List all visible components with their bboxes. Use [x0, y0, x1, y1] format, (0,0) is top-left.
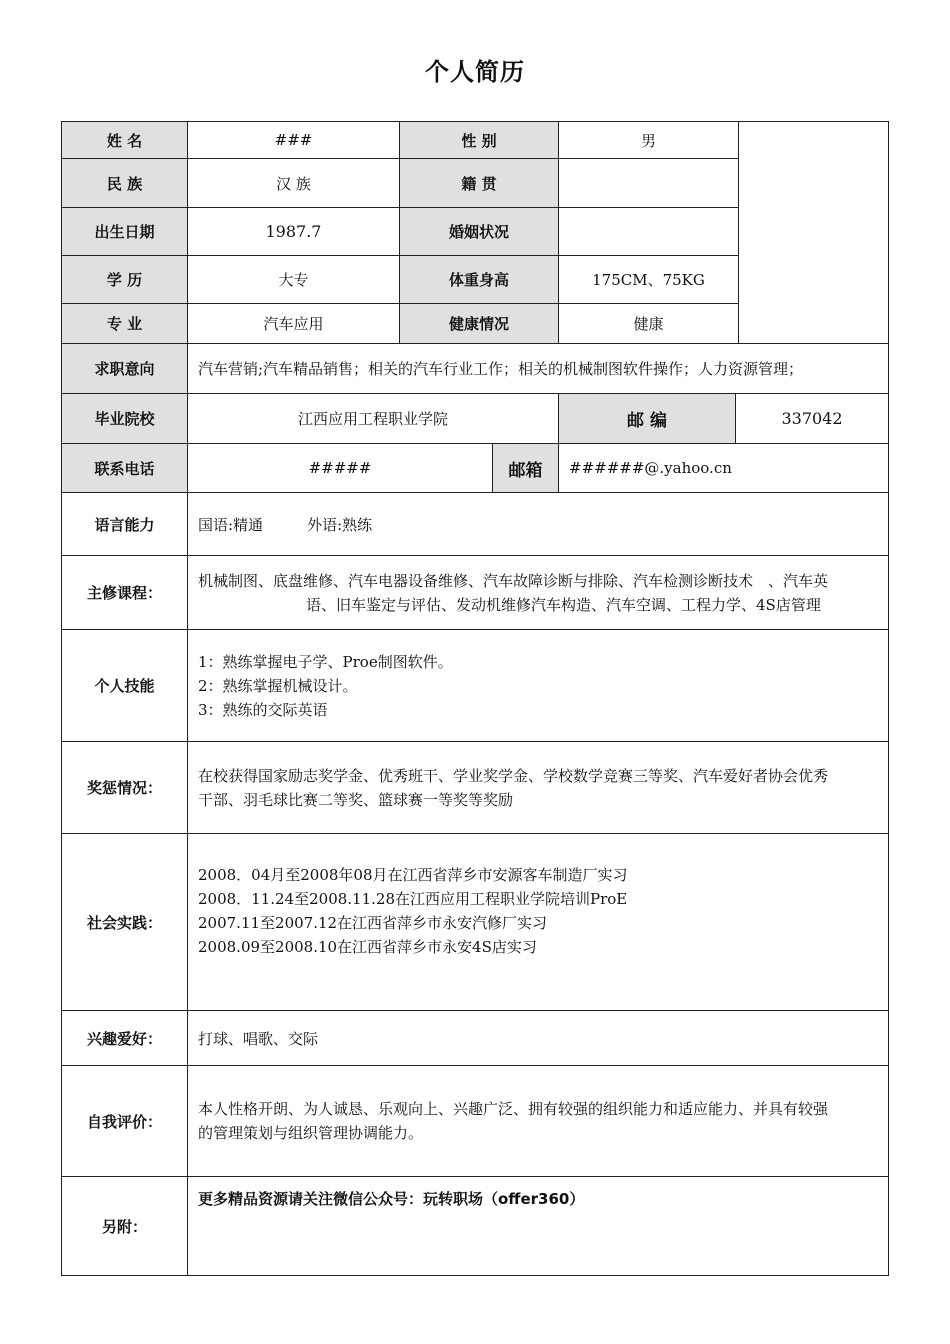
photo-box [738, 121, 889, 344]
self-eval-value [187, 1065, 889, 1177]
major-value: 汽车应用 [187, 303, 400, 344]
skill-item: 3：熟练的交际英语 [198, 700, 328, 719]
awards-line: 在校获得国家励志奖学金、优秀班干、学业奖学金、学校数学竞赛三等奖、汽车爱好者协会优秀 [198, 766, 829, 785]
practice-item: 2008．04月至2008年08月在江西省萍乡市安源客车制造厂实习 [198, 866, 628, 884]
practice-item: 2007.11至2007.12在江西省萍乡市永安汽修厂实习 [198, 914, 548, 932]
marital-value [558, 207, 739, 256]
intent-label: 求职意向 [61, 343, 188, 394]
skills-label: 个人技能 [61, 629, 188, 742]
ethnicity-value: 汉 族 [187, 158, 400, 208]
education-value: 大专 [187, 255, 400, 304]
origin-label: 籍 贯 [399, 158, 559, 208]
name-label: 姓 名 [61, 121, 188, 159]
extra-value [187, 1176, 889, 1276]
body-label: 体重身高 [399, 255, 559, 304]
origin-value [558, 158, 739, 208]
practice-item: 2008．11.24至2008.11.28在江西应用工程职业学院培训ProE [198, 890, 628, 908]
school-label: 毕业院校 [61, 393, 188, 444]
birth-value: 1987.7 [187, 207, 400, 256]
language-value [187, 492, 889, 556]
courses-value [187, 555, 889, 630]
ethnicity-label: 民 族 [61, 158, 188, 208]
courses-line: 语、旧车鉴定与评估、发动机维修汽车构造、汽车空调、工程力学、4S店管理 [306, 595, 821, 614]
awards-value [187, 741, 889, 834]
hobby-label: 兴趣爱好： [61, 1010, 188, 1066]
marital-label: 婚姻状况 [399, 207, 559, 256]
self-eval-line: 的管理策划与组织管理协调能力。 [198, 1124, 424, 1142]
hobby-value: 打球、唱歌、交际 [187, 1010, 889, 1066]
language-foreign: 外语:熟练 [307, 515, 373, 534]
self-eval-label: 自我评价： [61, 1065, 188, 1177]
health-value: 健康 [558, 303, 739, 344]
skill-item: 2：熟练掌握机械设计。 [198, 676, 358, 695]
birth-label: 出生日期 [61, 207, 188, 256]
postcode-value: 337042 [735, 393, 889, 444]
school-value: 江西应用工程职业学院 [187, 393, 559, 444]
skill-item: 1：熟练掌握电子学、Proe制图软件。 [198, 652, 453, 671]
intent-value: 汽车营销;汽车精品销售；相关的汽车行业工作；相关的机械制图软件操作；人力资源管理； [187, 343, 889, 394]
practice-value [187, 833, 889, 1011]
skills-value [187, 629, 889, 742]
extra-note: 更多精品资源请关注微信公众号：玩转职场（offer360） [198, 1190, 585, 1208]
email-value: ######@.yahoo.cn [558, 443, 889, 493]
health-label: 健康情况 [399, 303, 559, 344]
gender-label: 性 别 [399, 121, 559, 159]
extra-label: 另附： [61, 1176, 188, 1276]
phone-label: 联系电话 [61, 443, 188, 493]
major-label: 专 业 [61, 303, 188, 344]
courses-line: 机械制图、底盘维修、汽车电器设备维修、汽车故障诊断与排除、汽车检测诊断技术 、汽车英 [198, 571, 829, 590]
practice-label: 社会实践： [61, 833, 188, 1011]
awards-label: 奖惩情况： [61, 741, 188, 834]
body-value: 175CM、75KG [558, 255, 739, 304]
name-value: ### [187, 121, 400, 159]
self-eval-line: 本人性格开朗、为人诚恳、乐观向上、兴趣广泛、拥有较强的组织能力和适应能力、并具有较强 [198, 1100, 829, 1118]
education-label: 学 历 [61, 255, 188, 304]
gender-value: 男 [558, 121, 739, 159]
language-native: 国语:精通 [198, 515, 264, 534]
email-label: 邮箱 [492, 443, 559, 493]
awards-line: 干部、羽毛球比赛二等奖、篮球赛一等奖等奖励 [198, 790, 514, 809]
practice-item: 2008.09至2008.10在江西省萍乡市永安4S店实习 [198, 938, 537, 956]
page-title: 个人简历 [425, 58, 525, 86]
phone-value: ##### [187, 443, 493, 493]
courses-label: 主修课程： [61, 555, 188, 630]
postcode-label: 邮 编 [558, 393, 736, 444]
language-label: 语言能力 [61, 492, 188, 556]
